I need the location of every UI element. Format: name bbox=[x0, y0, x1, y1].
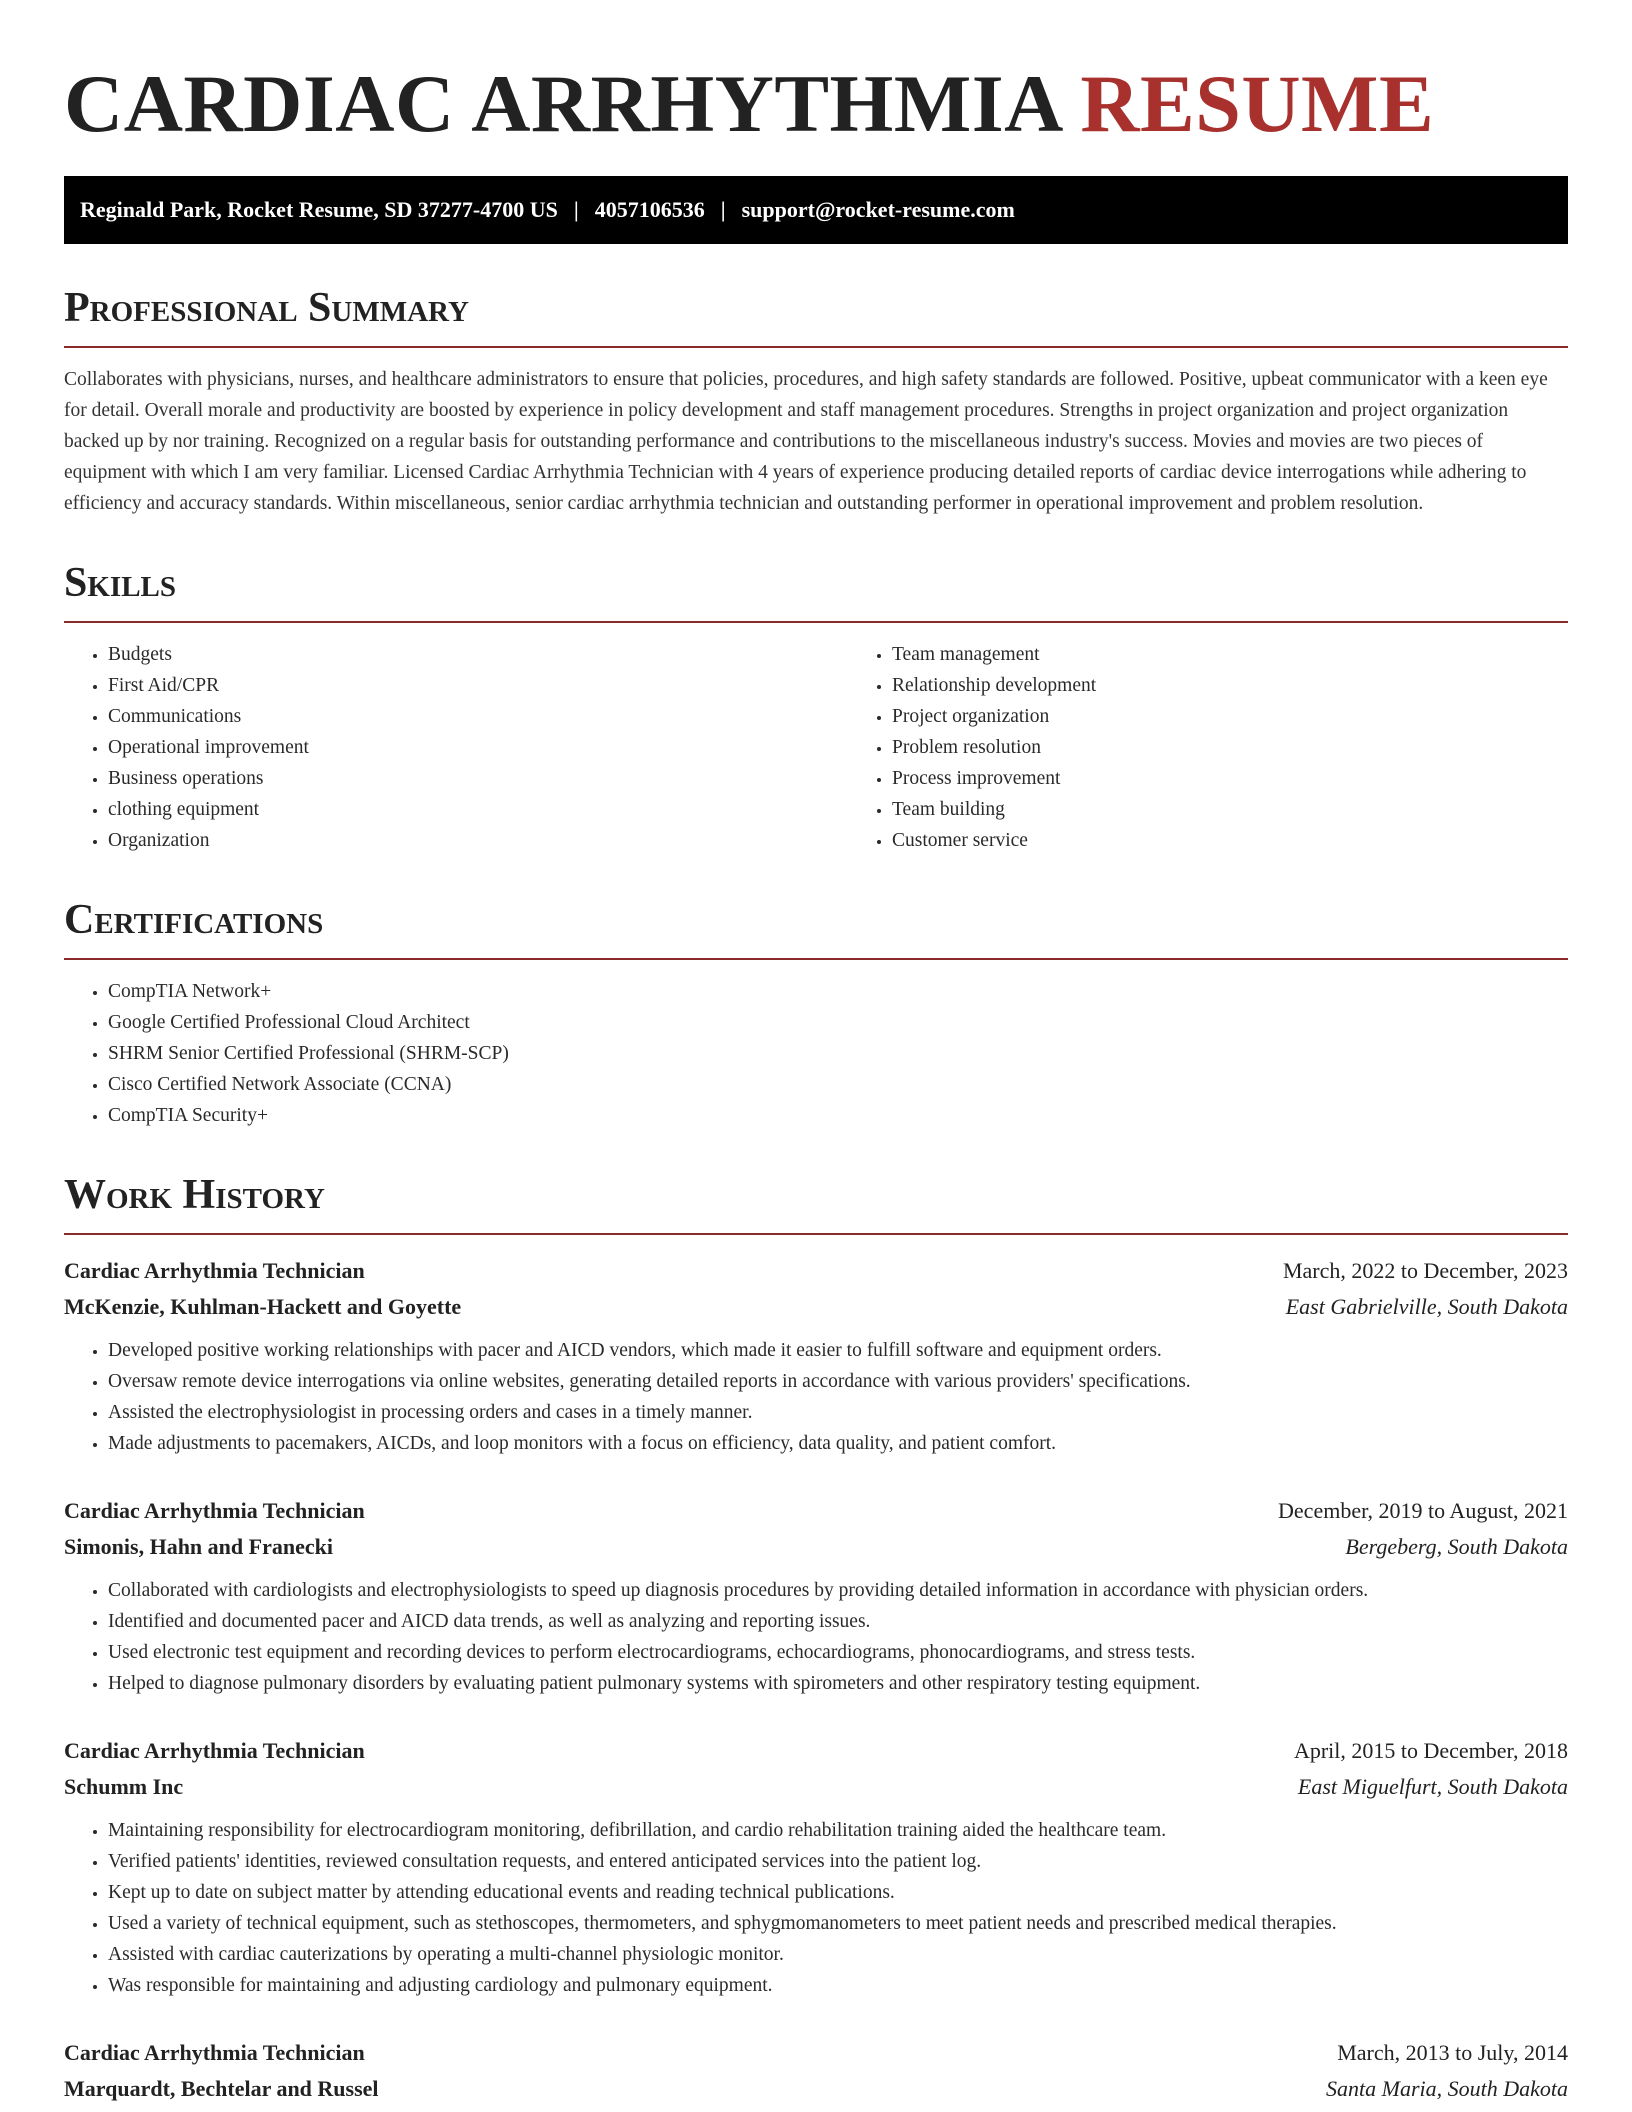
job-bullet: • Assisted with cardiac cauterizations by operating a multi-channel physiologic monitor. bbox=[108, 1939, 1568, 1970]
skills-list-right bbox=[848, 639, 1632, 856]
skill-item: • Team building bbox=[892, 794, 1632, 825]
job-bullet: • Assisted the electrophysiologist in processing orders and cases in a timely manner. bbox=[108, 1397, 1568, 1428]
job-company-row bbox=[64, 2071, 1568, 2107]
job-bullets bbox=[64, 1815, 1568, 2001]
job-company: McKenzie, Kuhlman-Hackett and Goyette bbox=[64, 1294, 462, 1319]
contact-phone: 4057106536 bbox=[594, 197, 705, 222]
skill-item: • Operational improvement bbox=[108, 732, 848, 763]
skill-item: • Relationship development bbox=[892, 670, 1632, 701]
title-accent: RESUME bbox=[1080, 58, 1435, 149]
job-bullet: • Was responsible for maintaining and adjusting cardiology and pulmonary equipment. bbox=[108, 1970, 1568, 2001]
job-bullet: • Used electronic test equipment and recording devices to perform electrocardiograms, echocardiograms, phonocardiograms, and stress tests. bbox=[108, 1637, 1568, 1668]
job-location: Bergeberg, South Dakota bbox=[1345, 1534, 1568, 1559]
job-dates: March, 2013 to July, 2014 bbox=[1337, 2040, 1568, 2065]
skill-item: • Budgets bbox=[108, 639, 848, 670]
certification-item: • CompTIA Network+ bbox=[108, 976, 1568, 1007]
job-bullet: • Identified and documented pacer and AICD data trends, as well as analyzing and reporting issues. bbox=[108, 1606, 1568, 1637]
job-bullets bbox=[64, 1575, 1568, 1699]
job-bullet: • Maintaining responsibility for electrocardiogram monitoring, defibrillation, and cardio rehabilitation training aided the healthcare team. bbox=[108, 1815, 1568, 1846]
job-bullet: • Used a variety of technical equipment, such as stethoscopes, thermometers, and sphygmomanometers to meet patient needs and prescribed medical therapies. bbox=[108, 1908, 1568, 1939]
summary-heading: Professional Summary bbox=[64, 284, 1568, 348]
job-title: Cardiac Arrhythmia Technician bbox=[64, 2040, 365, 2065]
job-location: East Gabrielville, South Dakota bbox=[1285, 1294, 1568, 1319]
job-title-row bbox=[64, 1493, 1568, 1529]
skill-item: • Business operations bbox=[108, 763, 848, 794]
contact-email[interactable]: support@rocket-resume.com bbox=[741, 197, 1015, 222]
job-bullet: • Collaborated with cardiologists and electrophysiologists to speed up diagnosis procedures by providing detailed information in accordance with physician orders. bbox=[108, 1575, 1568, 1606]
job-location: Santa Maria, South Dakota bbox=[1326, 2076, 1568, 2101]
job-company-row bbox=[64, 1529, 1568, 1565]
certifications-heading: Certifications bbox=[64, 896, 1568, 960]
skill-item: • Customer service bbox=[892, 825, 1632, 856]
skills-section bbox=[64, 559, 1568, 856]
job-bullet: • Oversaw remote device interrogations via online websites, generating detailed reports in accordance with various providers' specifications. bbox=[108, 1366, 1568, 1397]
job-company: Marquardt, Bechtelar and Russel bbox=[64, 2076, 379, 2101]
contact-bar bbox=[64, 176, 1568, 244]
skills-grid bbox=[64, 623, 1568, 856]
certification-item: • CompTIA Security+ bbox=[108, 1100, 1568, 1131]
contact-separator: | bbox=[573, 197, 579, 222]
job-title-row bbox=[64, 2035, 1568, 2071]
certifications-section bbox=[64, 896, 1568, 1131]
job-company: Schumm Inc bbox=[64, 1774, 184, 1799]
summary-text: Collaborates with physicians, nurses, and healthcare administrators to ensure that policies, procedures, and high safety standards are followed. Positive, upbeat communicator with a keen eye for detail. Overall morale and productivity are boosted by experience in policy development and staff management procedures. Strengths in project organization and project organization backed up by nor training. Recognized on a regular basis for outstanding performance and contributions to the miscellaneous industry's success. Movies and movies are two pieces of equipment with which I am very familiar. Licensed Cardiac Arrhythmia Technician with 4 years of experience producing detailed reports of cardiac device interrogations while adhering to efficiency and accuracy standards. Within miscellaneous, senior cardiac arrhythmia technician and outstanding performer in operational improvement and problem resolution. bbox=[64, 369, 1548, 514]
job-entry bbox=[64, 1493, 1568, 1699]
skill-item: • First Aid/CPR bbox=[108, 670, 848, 701]
summary-section bbox=[64, 284, 1568, 519]
job-title-row bbox=[64, 1733, 1568, 1769]
job-entry bbox=[64, 1733, 1568, 2001]
job-bullet: • Verified patients' identities, reviewed consultation requests, and entered anticipated services into the patient log. bbox=[108, 1846, 1568, 1877]
job-location: East Miguelfurt, South Dakota bbox=[1297, 1774, 1568, 1799]
work-history-section bbox=[64, 1171, 1568, 2107]
resume-content bbox=[64, 48, 1568, 2107]
certifications-list bbox=[64, 976, 1568, 1131]
job-entry bbox=[64, 2035, 1568, 2107]
job-title-row bbox=[64, 1253, 1568, 1289]
job-company-row bbox=[64, 1289, 1568, 1325]
skill-item: • Project organization bbox=[892, 701, 1632, 732]
work-history-heading: Work History bbox=[64, 1171, 1568, 1235]
job-dates: April, 2015 to December, 2018 bbox=[1293, 1738, 1568, 1763]
skill-item: • Process improvement bbox=[892, 763, 1632, 794]
job-entry bbox=[64, 1253, 1568, 1459]
skill-item: • Problem resolution bbox=[892, 732, 1632, 763]
job-bullet: • Helped to diagnose pulmonary disorders by evaluating patient pulmonary systems with spirometers and other respiratory testing equipment. bbox=[108, 1668, 1568, 1699]
job-dates: December, 2019 to August, 2021 bbox=[1278, 1498, 1568, 1523]
skill-item: • Organization bbox=[108, 825, 848, 856]
certification-item: • Google Certified Professional Cloud Architect bbox=[108, 1007, 1568, 1038]
skills-heading: Skills bbox=[64, 559, 1568, 623]
skills-list-left bbox=[64, 639, 848, 856]
skill-item: • Team management bbox=[892, 639, 1632, 670]
job-title: Cardiac Arrhythmia Technician bbox=[64, 1258, 365, 1283]
job-bullets bbox=[64, 1335, 1568, 1459]
skill-item: • clothing equipment bbox=[108, 794, 848, 825]
job-company-row bbox=[64, 1769, 1568, 1805]
job-title: Cardiac Arrhythmia Technician bbox=[64, 1738, 365, 1763]
certification-item: • SHRM Senior Certified Professional (SHRM-SCP) bbox=[108, 1038, 1568, 1069]
job-title: Cardiac Arrhythmia Technician bbox=[64, 1498, 365, 1523]
job-dates: March, 2022 to December, 2023 bbox=[1282, 1258, 1568, 1283]
job-company: Simonis, Hahn and Franecki bbox=[64, 1534, 333, 1559]
contact-address: Reginald Park, Rocket Resume, SD 37277-4700 US bbox=[80, 197, 558, 222]
resume-title bbox=[64, 48, 1568, 160]
job-bullet: • Made adjustments to pacemakers, AICDs, and loop monitors with a focus on efficiency, data quality, and patient comfort. bbox=[108, 1428, 1568, 1459]
title-main: CARDIAC ARRHYTHMIA bbox=[64, 58, 1060, 149]
job-bullet: • Developed positive working relationships with pacer and AICD vendors, which made it easier to fulfill software and equipment orders. bbox=[108, 1335, 1568, 1366]
job-bullet: • Kept up to date on subject matter by attending educational events and reading technical publications. bbox=[108, 1877, 1568, 1908]
skill-item: • Communications bbox=[108, 701, 848, 732]
contact-separator: | bbox=[720, 197, 726, 222]
certification-item: • Cisco Certified Network Associate (CCNA) bbox=[108, 1069, 1568, 1100]
